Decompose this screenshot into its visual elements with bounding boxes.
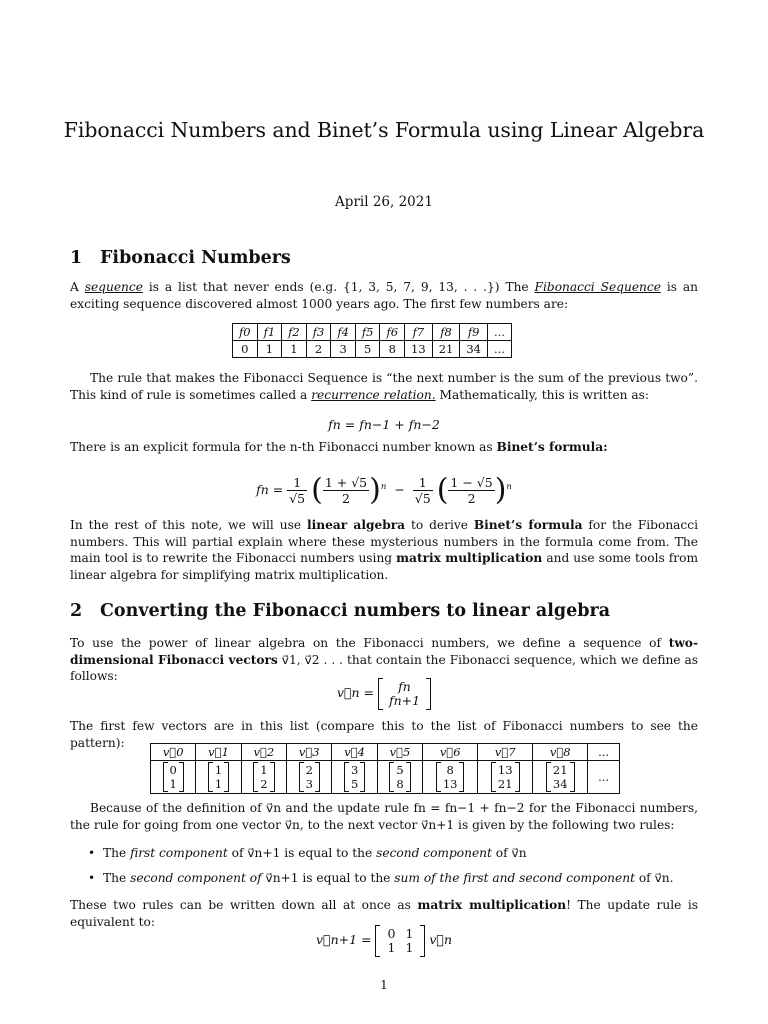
- table-cell: v⃗3: [287, 744, 332, 761]
- term-binets-formula: Binet’s formula: [473, 518, 583, 532]
- table-cell: v⃗6: [423, 744, 478, 761]
- vector-top: 2: [305, 763, 313, 777]
- text: v⃗n+1 is equal to the: [261, 871, 395, 885]
- text: of v⃗n.: [634, 871, 674, 885]
- vector-bottom: fn+1: [388, 692, 421, 708]
- table-cell: 0: [233, 341, 258, 358]
- text: sum of the first and second component: [394, 871, 635, 885]
- table-cell: [377, 761, 422, 794]
- table-header-row: [233, 324, 512, 341]
- text: and use some tools from linear algebra for simplifying matrix multiplication.: [70, 551, 699, 582]
- vector-top: 0: [169, 763, 177, 777]
- text: first component: [130, 846, 228, 860]
- text: is an exciting sequence discovered almost 1000 years ago. The first few numbers are:: [70, 280, 698, 311]
- vector-bottom: 21: [497, 777, 513, 791]
- table-cell: 1: [257, 341, 282, 358]
- matrix-grid: [382, 927, 418, 955]
- vector-top: fn: [398, 678, 411, 694]
- table-cell: ...: [588, 744, 620, 761]
- table-cell: f4: [331, 324, 356, 341]
- denominator: √5: [289, 491, 306, 506]
- table-cell: f2: [282, 324, 307, 341]
- table-cell: ...: [487, 341, 511, 358]
- document-date: April 26, 2021: [335, 194, 433, 210]
- table-cell: ...: [487, 324, 511, 341]
- table-cell: f6: [380, 324, 405, 341]
- column-vector: [344, 762, 365, 792]
- text: A: [70, 280, 85, 294]
- numerator: 1: [287, 475, 307, 491]
- fraction: [287, 475, 307, 506]
- column-vector: [389, 762, 410, 792]
- section-2-heading: [70, 601, 610, 621]
- vector-top: 1: [214, 763, 223, 777]
- exponent: n: [380, 482, 387, 492]
- text: second component: [376, 846, 492, 860]
- matrix-cell: 0: [387, 925, 396, 941]
- table-cell: v⃗2: [241, 744, 286, 761]
- vector-top: 1: [260, 763, 268, 777]
- numerator: 1 + √5: [324, 475, 368, 490]
- term-sequence: sequence: [84, 280, 143, 294]
- text: To use the power of linear algebra on the Fibonacci numbers, we define a sequence of: [70, 636, 669, 650]
- table-cell: f1: [257, 324, 282, 341]
- text: Mathematically, this is written as:: [435, 387, 650, 402]
- text: is a list that never ends (e.g. {1, 3, 5, 7, 9, 13, . . .}) The: [142, 280, 535, 294]
- vector-bottom: 13: [442, 777, 458, 791]
- vector-bottom: 3: [305, 777, 313, 791]
- table-cell: f3: [306, 324, 331, 341]
- vector-top: 3: [350, 763, 359, 777]
- table-row: [233, 341, 512, 358]
- table-cell: f8: [432, 324, 460, 341]
- text: of v⃗n: [491, 846, 527, 860]
- text: These two rules can be written down all at once as: [70, 898, 418, 912]
- fibonacci-numbers-table: [232, 323, 512, 358]
- fraction: [413, 475, 433, 506]
- table-cell: 1: [282, 341, 307, 358]
- table-cell: [478, 761, 533, 794]
- table-cell: 2: [306, 341, 331, 358]
- vector-bottom: 5: [350, 777, 359, 791]
- denominator: √5: [414, 491, 431, 506]
- table-cell: v⃗8: [533, 744, 588, 761]
- paren: ): [369, 472, 381, 508]
- update-lhs: v⃗n+1 =: [316, 932, 372, 947]
- text: The: [103, 846, 131, 860]
- section-1-number: 1: [70, 248, 83, 268]
- paragraph-update-rule: Because of the definition of v⃗n and the update rule fn = fn−1 + fn−2 for the Fibonacci numbers, the rule for going from one vector v⃗n, to the next vector v⃗n+1 is given by the following two rules:: [70, 801, 698, 832]
- fraction: [323, 475, 369, 506]
- table-cell: v⃗5: [377, 744, 422, 761]
- table-row: [151, 761, 620, 794]
- table-cell: f5: [355, 324, 380, 341]
- document-title: Fibonacci Numbers and Binet’s Formula using Linear Algebra: [63, 118, 705, 142]
- matrix-row: [382, 927, 418, 941]
- fibonacci-vectors-table: [150, 743, 620, 794]
- list-item: [88, 871, 674, 885]
- vector-top: 5: [396, 763, 404, 777]
- matrix-cell: 1: [387, 939, 396, 955]
- vector-top: 13: [497, 763, 513, 777]
- operator: −: [394, 482, 405, 497]
- bullet-icon: •: [88, 846, 96, 860]
- text: of v⃗n+1 is equal to the: [227, 846, 377, 860]
- matrix-cell: 1: [405, 939, 414, 955]
- text: The: [103, 871, 131, 885]
- table-cell: [196, 761, 241, 794]
- column-vector: [253, 762, 274, 792]
- paren: ): [494, 472, 507, 508]
- table-cell: 13: [405, 341, 433, 358]
- paragraph-vector-list: The first few vectors are in this list (compare this to the list of Fibonacci numbers to see the pattern):: [70, 719, 698, 750]
- text: for the Fibonacci numbers. This will partial explain where these mysterious numbers in the formula come from. The main tool is to rewrite the Fibonacci numbers using: [70, 518, 698, 565]
- section-2-title: Converting the Fibonacci numbers to linear algebra: [100, 601, 611, 621]
- table-cell: 34: [460, 341, 488, 358]
- section-1-title: Fibonacci Numbers: [100, 248, 291, 268]
- term-binets-formula: Binet’s formula:: [496, 440, 608, 454]
- table-cell: 5: [355, 341, 380, 358]
- matrix-cell: 1: [405, 925, 414, 941]
- section-1-heading: [70, 248, 291, 268]
- vector-top: 8: [446, 763, 454, 777]
- paragraph-linear-algebra: [70, 517, 698, 583]
- term-fibonacci-sequence: Fibonacci Sequence: [534, 280, 661, 294]
- paragraph-recurrence: [70, 370, 698, 403]
- text: to derive: [405, 518, 474, 532]
- column-vector: [299, 762, 320, 792]
- exponent: n: [506, 482, 512, 492]
- table-cell: v⃗1: [196, 744, 241, 761]
- table-cell: v⃗7: [478, 744, 533, 761]
- table-cell: v⃗0: [151, 744, 196, 761]
- paren: (: [436, 472, 449, 508]
- term-recurrence-relation: recurrence relation.: [311, 387, 436, 402]
- fraction: [448, 475, 494, 506]
- list-item: [88, 846, 527, 860]
- table-cell: f7: [405, 324, 433, 341]
- text: The rule that makes the Fibonacci Sequence is “the next number is the sum of the previous two”. This kind of rule is sometimes called a: [70, 371, 698, 402]
- text: v⃗1, v⃗2 . . . that contain the Fibonacci sequence, which we define as follows:: [70, 652, 698, 683]
- paragraph-sequence-intro: [70, 279, 698, 312]
- vector-bottom: 2: [260, 777, 268, 791]
- table-cell: f0: [233, 324, 258, 341]
- update-matrix: [375, 925, 425, 957]
- term-matrix-multiplication: matrix multiplication: [417, 898, 567, 912]
- vector-bottom: 34: [552, 777, 568, 791]
- text: second component of: [130, 871, 262, 885]
- equation-recurrence: fn = fn−1 + fn−2: [328, 417, 440, 432]
- column-vector: [491, 762, 520, 792]
- table-cell: [332, 761, 377, 794]
- numerator: 1: [413, 475, 433, 491]
- column-vector: [378, 678, 431, 710]
- vector-bottom: 8: [396, 777, 404, 791]
- table-cell: 21: [432, 341, 460, 358]
- table-cell: 8: [380, 341, 405, 358]
- column-vector: [163, 762, 184, 792]
- equation-update-rule: [0, 922, 768, 958]
- vector-bottom: 1: [169, 777, 177, 791]
- term-matrix-multiplication: matrix multiplication: [396, 551, 543, 565]
- term-fibonacci-vectors: two-dimensional Fibonacci vectors: [70, 636, 698, 667]
- update-rhs: v⃗n: [429, 932, 452, 947]
- text: There is an explicit formula for the n-th Fibonacci number known as: [70, 440, 497, 454]
- section-2-number: 2: [70, 601, 83, 621]
- text: ! The update rule is equivalent to:: [70, 898, 698, 929]
- binet-lhs: fn =: [256, 482, 284, 497]
- table-cell: [151, 761, 196, 794]
- denominator: 2: [342, 491, 350, 506]
- column-vector: [546, 762, 575, 792]
- table-cell: [533, 761, 588, 794]
- term-linear-algebra: linear algebra: [306, 518, 406, 532]
- column-vector: [208, 762, 229, 792]
- column-vector: [436, 762, 465, 792]
- paren: (: [311, 472, 323, 508]
- page-number: 1: [380, 978, 388, 992]
- table-cell: [287, 761, 332, 794]
- paragraph-binet-intro: [70, 439, 698, 456]
- table-cell: ...: [588, 761, 620, 794]
- vector-lhs: v⃗n =: [336, 685, 374, 700]
- table-cell: 3: [331, 341, 356, 358]
- matrix-row: [382, 941, 418, 955]
- table-cell: [423, 761, 478, 794]
- table-cell: [241, 761, 286, 794]
- equation-binet: [0, 462, 768, 512]
- vector-bottom: 1: [214, 777, 223, 791]
- table-cell: v⃗4: [332, 744, 377, 761]
- table-header-row: [151, 744, 620, 761]
- equation-vector-definition: [0, 675, 768, 711]
- text: In the rest of this note, we will use: [70, 518, 307, 532]
- table-cell: f9: [460, 324, 488, 341]
- bullet-icon: •: [88, 871, 96, 885]
- numerator: 1 − √5: [450, 475, 493, 490]
- vector-top: 21: [552, 763, 568, 777]
- denominator: 2: [467, 491, 476, 506]
